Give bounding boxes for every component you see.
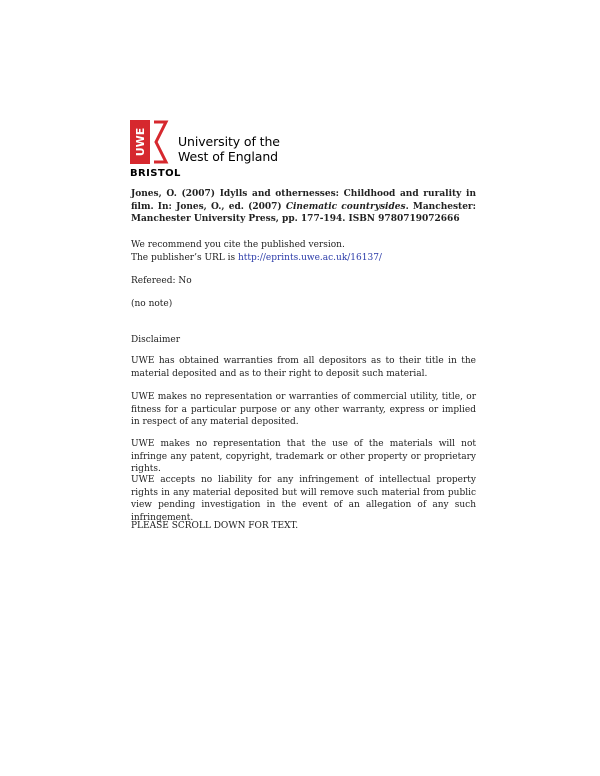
logo-city: BRISTOL [130, 168, 181, 179]
scroll-notice: PLEASE SCROLL DOWN FOR TEXT. [131, 521, 299, 531]
uwe-logo [130, 120, 310, 180]
disclaimer-paragraph: UWE makes no representation or warranties of commercial utility, title, or fitness for a particular purpose or any other warranty, express or implied in respect of any material deposited. [131, 392, 476, 427]
publisher-url-link[interactable]: http://eprints.uwe.ac.uk/16137/ [238, 252, 382, 263]
recommendation [131, 239, 476, 264]
citation [131, 188, 476, 226]
university-name [178, 134, 280, 164]
note: (no note) [131, 299, 173, 309]
citation-part1: Jones, O. (2007) Idylls and othernesses: Childhood and rurality in film. In: Jones, O., ed. (2007) [131, 189, 476, 212]
url-prefix: The publisher’s URL is [131, 252, 239, 263]
disclaimer-paragraph: UWE has obtained warranties from all depositors as to their title in the material deposited and as to their right to deposit such material. [131, 356, 476, 379]
uwe-logo-icon [130, 120, 170, 164]
citation-book-title: Cinematic countrysides [285, 201, 406, 212]
disclaimer-title: Disclaimer [131, 335, 181, 345]
svg-text:UWE: UWE [134, 127, 147, 157]
disclaimer-paragraph: UWE accepts no liability for any infringement of intellectual property rights in any material deposited but will remove such material from public view pending investigation in the event of an allegation of any such infringement. [131, 475, 476, 523]
citation-part2: . Manchester: Manchester University Press, pp. 177-194. ISBN 9780719072666 [131, 201, 476, 224]
university-name-line2: West of England [178, 149, 278, 164]
disclaimer-paragraph: UWE makes no representation that the use of the materials will not infringe any patent, copyright, trademark or other property or proprietary rights. [131, 439, 476, 474]
recommend-line: We recommend you cite the published version. [131, 240, 345, 250]
university-name-line1: University of the [178, 134, 280, 149]
refereed-status: Refereed: No [131, 276, 192, 286]
publisher-url-line [131, 252, 476, 265]
